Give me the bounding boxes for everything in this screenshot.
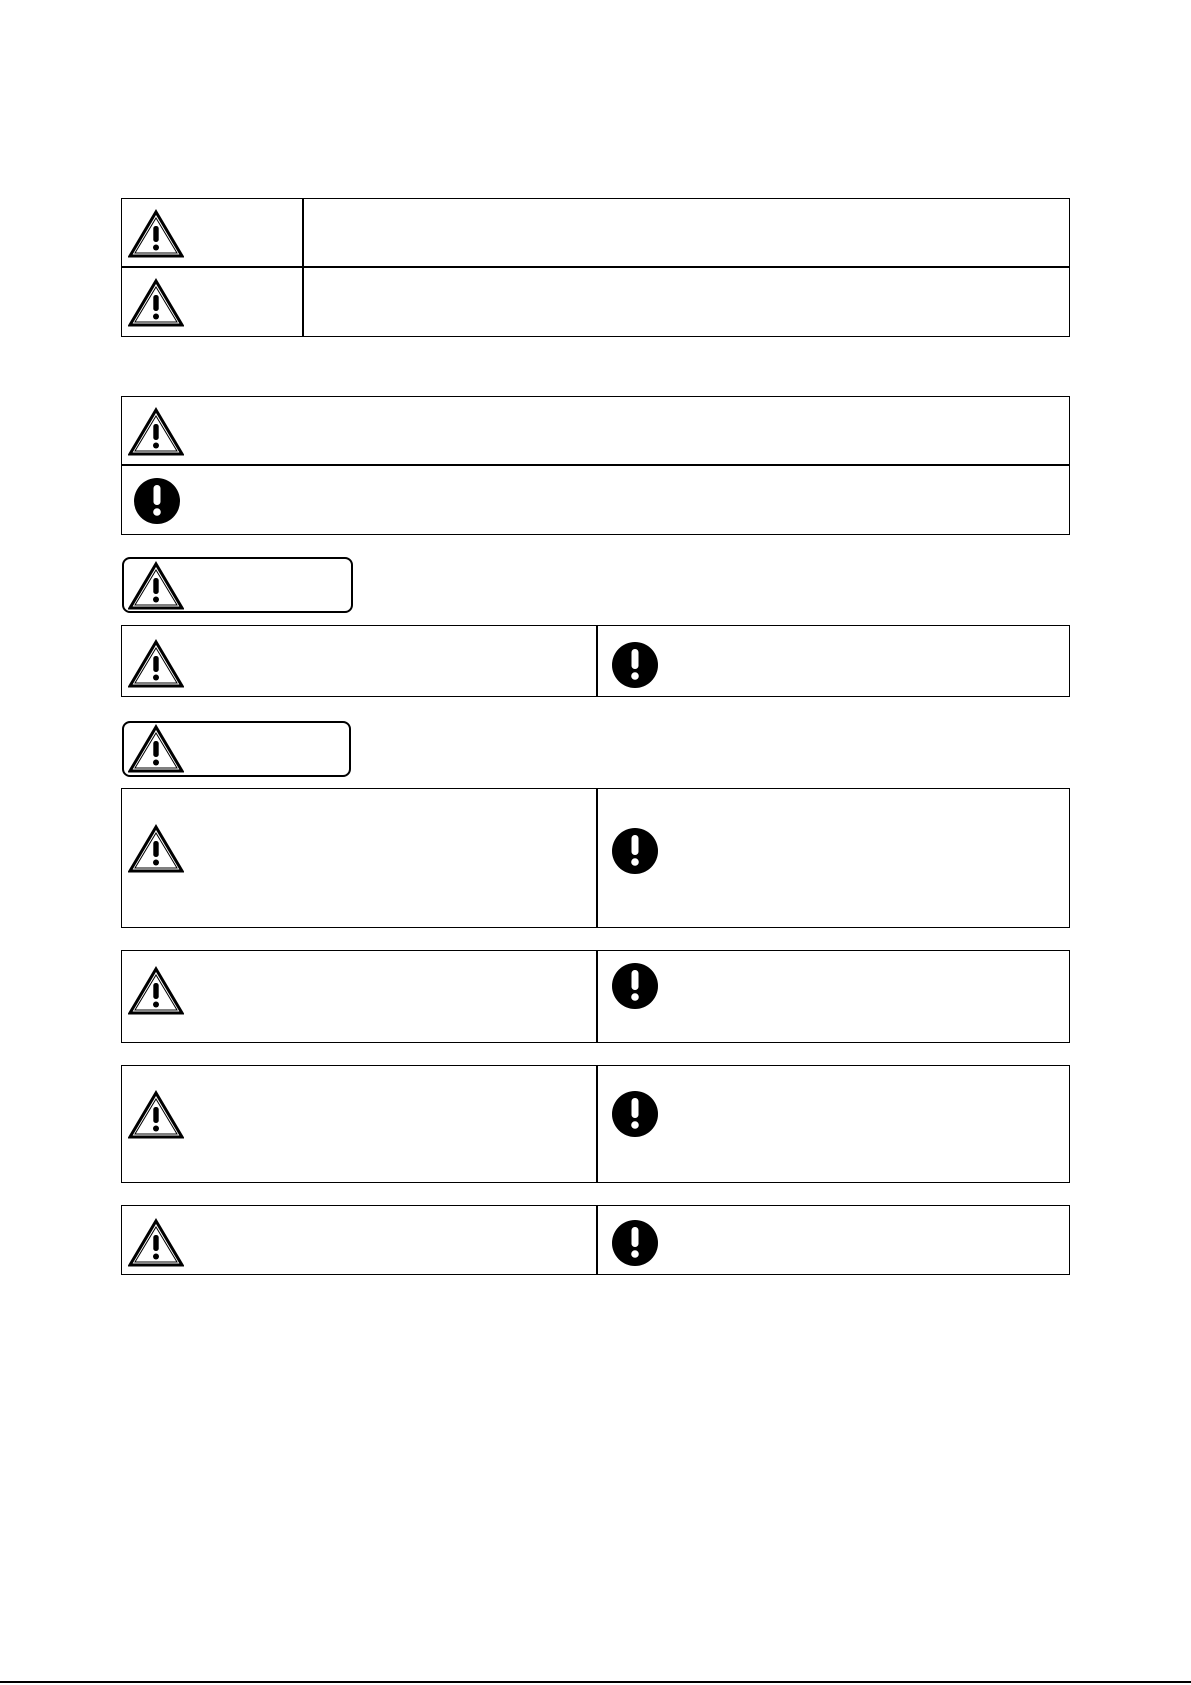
mandatory-action-icon xyxy=(607,826,663,876)
page-bottom-rule xyxy=(0,1681,1191,1683)
warning-triangle-icon xyxy=(128,824,184,874)
warning-triangle-icon xyxy=(128,407,184,457)
warning-triangle-icon xyxy=(128,1090,184,1140)
symbol-table-row-divider xyxy=(121,464,1070,466)
mandatory-action-icon xyxy=(129,476,185,526)
warning-row-divider xyxy=(596,625,598,697)
mandatory-action-icon xyxy=(607,1089,663,1139)
caution-row-2-divider xyxy=(596,950,598,1043)
caution-row-1-divider xyxy=(596,788,598,928)
warning-triangle-icon xyxy=(128,278,184,328)
warning-triangle-icon xyxy=(128,561,184,611)
signal-word-table-row-divider xyxy=(121,266,1070,268)
caution-row-3-divider xyxy=(596,1065,598,1183)
warning-triangle-icon xyxy=(128,209,184,259)
caution-row-4-divider xyxy=(596,1205,598,1275)
warning-triangle-icon xyxy=(128,966,184,1016)
warning-triangle-icon xyxy=(128,1218,184,1268)
warning-triangle-icon xyxy=(128,639,184,689)
warning-triangle-icon xyxy=(128,724,184,774)
mandatory-action-icon xyxy=(607,1218,663,1268)
mandatory-action-icon xyxy=(607,961,663,1011)
mandatory-action-icon xyxy=(607,640,663,690)
